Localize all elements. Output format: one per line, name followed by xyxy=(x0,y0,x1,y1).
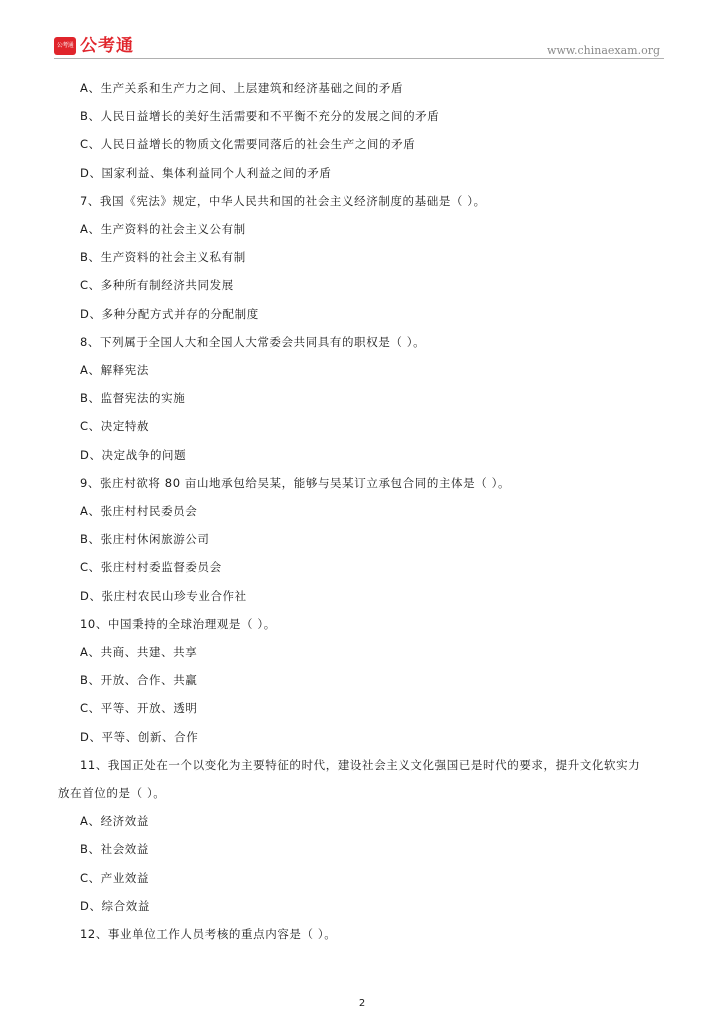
logo-text: 公考通 xyxy=(80,36,134,56)
question-text: 9、张庄村欲将 80 亩山地承包给吴某，能够与吴某订立承包合同的主体是（ ）。 xyxy=(80,475,511,490)
answer-option: C、产业效益 xyxy=(80,870,150,885)
question-text: 10、中国秉持的全球治理观是（ ）。 xyxy=(80,616,276,631)
page-number: 2 xyxy=(358,998,366,1009)
page-header xyxy=(54,34,664,60)
answer-option: B、监督宪法的实施 xyxy=(80,391,186,406)
answer-option: A、解释宪法 xyxy=(80,363,149,378)
question-text: 7、我国《宪法》规定，中华人民共和国的社会主义经济制度的基础是（ ）。 xyxy=(80,193,486,208)
answer-option: D、多种分配方式并存的分配制度 xyxy=(80,306,259,321)
header-divider xyxy=(54,58,664,59)
answer-option: C、张庄村村委监督委员会 xyxy=(80,560,222,575)
answer-option: D、张庄村农民山珍专业合作社 xyxy=(80,588,247,603)
answer-option: A、生产关系和生产力之间、上层建筑和经济基础之间的矛盾 xyxy=(80,81,404,95)
answer-option: C、人民日益增长的物质文化需要同落后的社会生产之间的矛盾 xyxy=(80,137,416,152)
answer-option: B、人民日益增长的美好生活需要和不平衡不充分的发展之间的矛盾 xyxy=(80,109,440,124)
answer-option: A、经济效益 xyxy=(80,814,149,829)
answer-option: A、共商、共建、共享 xyxy=(80,645,198,660)
question-text: 8、下列属于全国人大和全国人大常委会共同具有的职权是（ ）。 xyxy=(80,334,426,349)
site-url: www.chinaexam.org xyxy=(547,44,660,57)
answer-option: D、决定战争的问题 xyxy=(80,447,187,462)
answer-option: D、平等、创新、合作 xyxy=(80,729,199,744)
answer-option: C、多种所有制经济共同发展 xyxy=(80,278,234,293)
answer-option: B、生产资料的社会主义私有制 xyxy=(80,250,246,265)
answer-option: C、平等、开放、透明 xyxy=(80,701,198,716)
document-body xyxy=(58,74,676,948)
answer-option: B、开放、合作、共赢 xyxy=(80,673,198,688)
question-text-continued: 放在首位的是（ ）。 xyxy=(58,786,166,801)
answer-option: D、国家利益、集体利益同个人利益之间的矛盾 xyxy=(80,165,332,180)
answer-option: A、张庄村村民委员会 xyxy=(80,504,198,519)
answer-option: B、社会效益 xyxy=(80,842,149,857)
answer-option: A、生产资料的社会主义公有制 xyxy=(80,222,246,237)
question-text: 12、事业单位工作人员考核的重点内容是（ ）。 xyxy=(80,927,337,942)
answer-option: B、张庄村休闲旅游公司 xyxy=(80,532,210,547)
answer-option: C、决定特赦 xyxy=(80,419,150,434)
question-text: 11、我国正处在一个以变化为主要特征的时代，建设社会主义文化强国已是时代的要求，提升文化软实力 xyxy=(80,757,641,772)
logo-badge-icon: 公考通 xyxy=(54,37,76,55)
answer-option: D、综合效益 xyxy=(80,898,150,913)
logo[interactable] xyxy=(54,36,134,56)
